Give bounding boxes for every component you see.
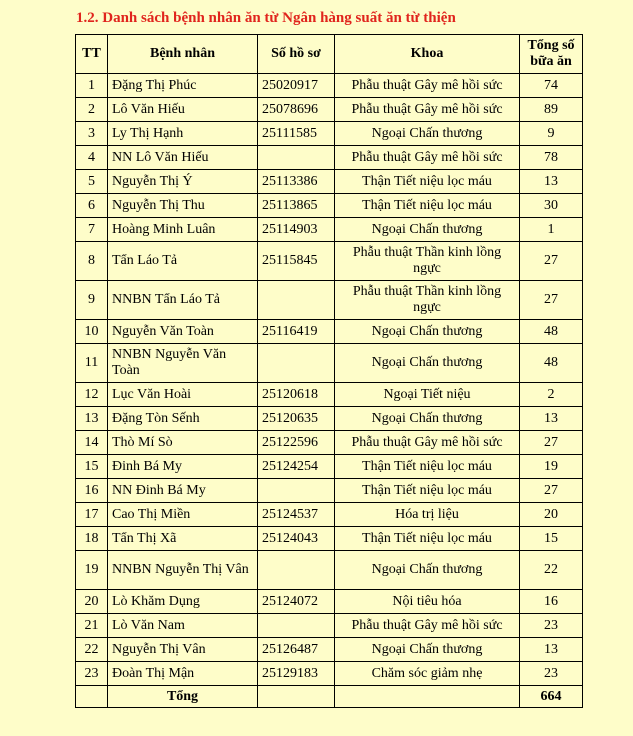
header-department: Khoa xyxy=(335,35,520,74)
total-label: Tổng xyxy=(108,686,258,708)
patient-name: Đặng Thị Phúc xyxy=(108,74,258,98)
patient-name: Đặng Tòn Sếnh xyxy=(108,407,258,431)
table-row xyxy=(76,122,583,146)
department: Ngoại Chấn thương xyxy=(335,638,520,662)
table-row xyxy=(76,431,583,455)
patient-name: Thò Mí Sò xyxy=(108,431,258,455)
meal-count: 13 xyxy=(520,638,583,662)
record-number: 25078696 xyxy=(258,98,335,122)
table-row xyxy=(76,455,583,479)
table-row xyxy=(76,527,583,551)
table-row xyxy=(76,590,583,614)
row-number: 5 xyxy=(76,170,108,194)
table-row xyxy=(76,170,583,194)
header-tt: TT xyxy=(76,35,108,74)
meal-count: 23 xyxy=(520,614,583,638)
record-number xyxy=(258,281,335,320)
meal-count: 48 xyxy=(520,320,583,344)
meal-count: 23 xyxy=(520,662,583,686)
patient-name: Đinh Bá My xyxy=(108,455,258,479)
total-empty-cell xyxy=(76,686,108,708)
row-number: 9 xyxy=(76,281,108,320)
total-row xyxy=(76,686,583,708)
table-row xyxy=(76,503,583,527)
table-row xyxy=(76,383,583,407)
patient-name: Nguyễn Thị Ý xyxy=(108,170,258,194)
patient-name: Lò Khăm Dụng xyxy=(108,590,258,614)
total-value: 664 xyxy=(520,686,583,708)
table-body xyxy=(76,74,583,686)
record-number xyxy=(258,551,335,590)
table-row xyxy=(76,320,583,344)
department: Thận Tiết niệu lọc máu xyxy=(335,455,520,479)
meal-count: 48 xyxy=(520,344,583,383)
patient-name: Ly Thị Hạnh xyxy=(108,122,258,146)
department: Thận Tiết niệu lọc máu xyxy=(335,527,520,551)
patient-name: Tẩn Thị Xã xyxy=(108,527,258,551)
record-number: 25124254 xyxy=(258,455,335,479)
department: Thận Tiết niệu lọc máu xyxy=(335,194,520,218)
record-number: 25122596 xyxy=(258,431,335,455)
row-number: 11 xyxy=(76,344,108,383)
department: Chăm sóc giảm nhẹ xyxy=(335,662,520,686)
table-row xyxy=(76,551,583,590)
department: Ngoại Chấn thương xyxy=(335,551,520,590)
department: Thận Tiết niệu lọc máu xyxy=(335,479,520,503)
header-record-number: Số hồ sơ xyxy=(258,35,335,74)
patient-name: Nguyễn Văn Toàn xyxy=(108,320,258,344)
row-number: 18 xyxy=(76,527,108,551)
department: Phẫu thuật Gây mê hồi sức xyxy=(335,431,520,455)
department: Phẫu thuật Gây mê hồi sức xyxy=(335,614,520,638)
total-empty-cell xyxy=(335,686,520,708)
table-row xyxy=(76,614,583,638)
record-number: 25124072 xyxy=(258,590,335,614)
table-row xyxy=(76,407,583,431)
meal-count: 27 xyxy=(520,431,583,455)
department: Ngoại Chấn thương xyxy=(335,344,520,383)
department: Phẫu thuật Gây mê hồi sức xyxy=(335,98,520,122)
patient-name: NN Lô Văn Hiếu xyxy=(108,146,258,170)
record-number: 25113865 xyxy=(258,194,335,218)
row-number: 20 xyxy=(76,590,108,614)
row-number: 19 xyxy=(76,551,108,590)
record-number: 25020917 xyxy=(258,74,335,98)
meal-count: 27 xyxy=(520,479,583,503)
department: Phẫu thuật Gây mê hồi sức xyxy=(335,74,520,98)
table-row xyxy=(76,98,583,122)
meal-count: 9 xyxy=(520,122,583,146)
meal-count: 20 xyxy=(520,503,583,527)
table-row xyxy=(76,74,583,98)
meal-count: 78 xyxy=(520,146,583,170)
department: Ngoại Chấn thương xyxy=(335,218,520,242)
row-number: 17 xyxy=(76,503,108,527)
table-row xyxy=(76,194,583,218)
patient-name: NNBN Tẩn Láo Tả xyxy=(108,281,258,320)
meal-count: 2 xyxy=(520,383,583,407)
record-number: 25115845 xyxy=(258,242,335,281)
department: Ngoại Chấn thương xyxy=(335,320,520,344)
patient-name: Lục Văn Hoài xyxy=(108,383,258,407)
table-row xyxy=(76,662,583,686)
patient-meals-table xyxy=(75,34,583,708)
meal-count: 74 xyxy=(520,74,583,98)
row-number: 1 xyxy=(76,74,108,98)
record-number: 25120618 xyxy=(258,383,335,407)
record-number xyxy=(258,344,335,383)
patient-name: Nguyễn Thị Vân xyxy=(108,638,258,662)
record-number xyxy=(258,479,335,503)
row-number: 13 xyxy=(76,407,108,431)
record-number: 25124537 xyxy=(258,503,335,527)
patient-name: Nguyễn Thị Thu xyxy=(108,194,258,218)
row-number: 2 xyxy=(76,98,108,122)
meal-count: 30 xyxy=(520,194,583,218)
row-number: 16 xyxy=(76,479,108,503)
row-number: 4 xyxy=(76,146,108,170)
meal-count: 27 xyxy=(520,242,583,281)
table-row xyxy=(76,146,583,170)
row-number: 12 xyxy=(76,383,108,407)
record-number: 25120635 xyxy=(258,407,335,431)
meal-count: 13 xyxy=(520,170,583,194)
department: Ngoại Tiết niệu xyxy=(335,383,520,407)
record-number xyxy=(258,614,335,638)
department: Phẫu thuật Thần kinh lồng ngực xyxy=(335,281,520,320)
patient-name: Lò Văn Nam xyxy=(108,614,258,638)
department: Phẫu thuật Thần kinh lồng ngực xyxy=(335,242,520,281)
meal-count: 27 xyxy=(520,281,583,320)
row-number: 15 xyxy=(76,455,108,479)
meal-count: 13 xyxy=(520,407,583,431)
meal-count: 1 xyxy=(520,218,583,242)
section-heading: 1.2. Danh sách bệnh nhân ăn từ Ngân hàng suất ăn từ thiện xyxy=(76,10,456,26)
table-header-row xyxy=(76,35,583,74)
patient-name: Lô Văn Hiếu xyxy=(108,98,258,122)
row-number: 14 xyxy=(76,431,108,455)
table-row xyxy=(76,281,583,320)
table-row xyxy=(76,242,583,281)
department: Ngoại Chấn thương xyxy=(335,122,520,146)
row-number: 21 xyxy=(76,614,108,638)
meal-count: 22 xyxy=(520,551,583,590)
table-row xyxy=(76,218,583,242)
total-empty-cell xyxy=(258,686,335,708)
department: Phẫu thuật Gây mê hồi sức xyxy=(335,146,520,170)
meal-count: 15 xyxy=(520,527,583,551)
patient-name: Tẩn Láo Tả xyxy=(108,242,258,281)
department: Ngoại Chấn thương xyxy=(335,407,520,431)
record-number: 25124043 xyxy=(258,527,335,551)
row-number: 6 xyxy=(76,194,108,218)
row-number: 22 xyxy=(76,638,108,662)
patient-name: NNBN Nguyễn Văn Toàn xyxy=(108,344,258,383)
row-number: 3 xyxy=(76,122,108,146)
table-row xyxy=(76,344,583,383)
row-number: 23 xyxy=(76,662,108,686)
record-number: 25114903 xyxy=(258,218,335,242)
patient-name: NNBN Nguyễn Thị Vân xyxy=(108,551,258,590)
department: Nội tiêu hóa xyxy=(335,590,520,614)
record-number: 25111585 xyxy=(258,122,335,146)
table-row xyxy=(76,479,583,503)
record-number: 25129183 xyxy=(258,662,335,686)
patient-name: NN Đinh Bá My xyxy=(108,479,258,503)
record-number: 25113386 xyxy=(258,170,335,194)
meal-count: 89 xyxy=(520,98,583,122)
patient-name: Cao Thị Miền xyxy=(108,503,258,527)
record-number: 25126487 xyxy=(258,638,335,662)
record-number xyxy=(258,146,335,170)
department: Thận Tiết niệu lọc máu xyxy=(335,170,520,194)
meal-count: 19 xyxy=(520,455,583,479)
header-patient: Bệnh nhân xyxy=(108,35,258,74)
header-total-meals: Tổng số bữa ăn xyxy=(520,35,583,74)
patient-name: Hoàng Minh Luân xyxy=(108,218,258,242)
patient-name: Đoàn Thị Mận xyxy=(108,662,258,686)
row-number: 8 xyxy=(76,242,108,281)
record-number: 25116419 xyxy=(258,320,335,344)
row-number: 7 xyxy=(76,218,108,242)
row-number: 10 xyxy=(76,320,108,344)
department: Hóa trị liệu xyxy=(335,503,520,527)
table-row xyxy=(76,638,583,662)
meal-count: 16 xyxy=(520,590,583,614)
